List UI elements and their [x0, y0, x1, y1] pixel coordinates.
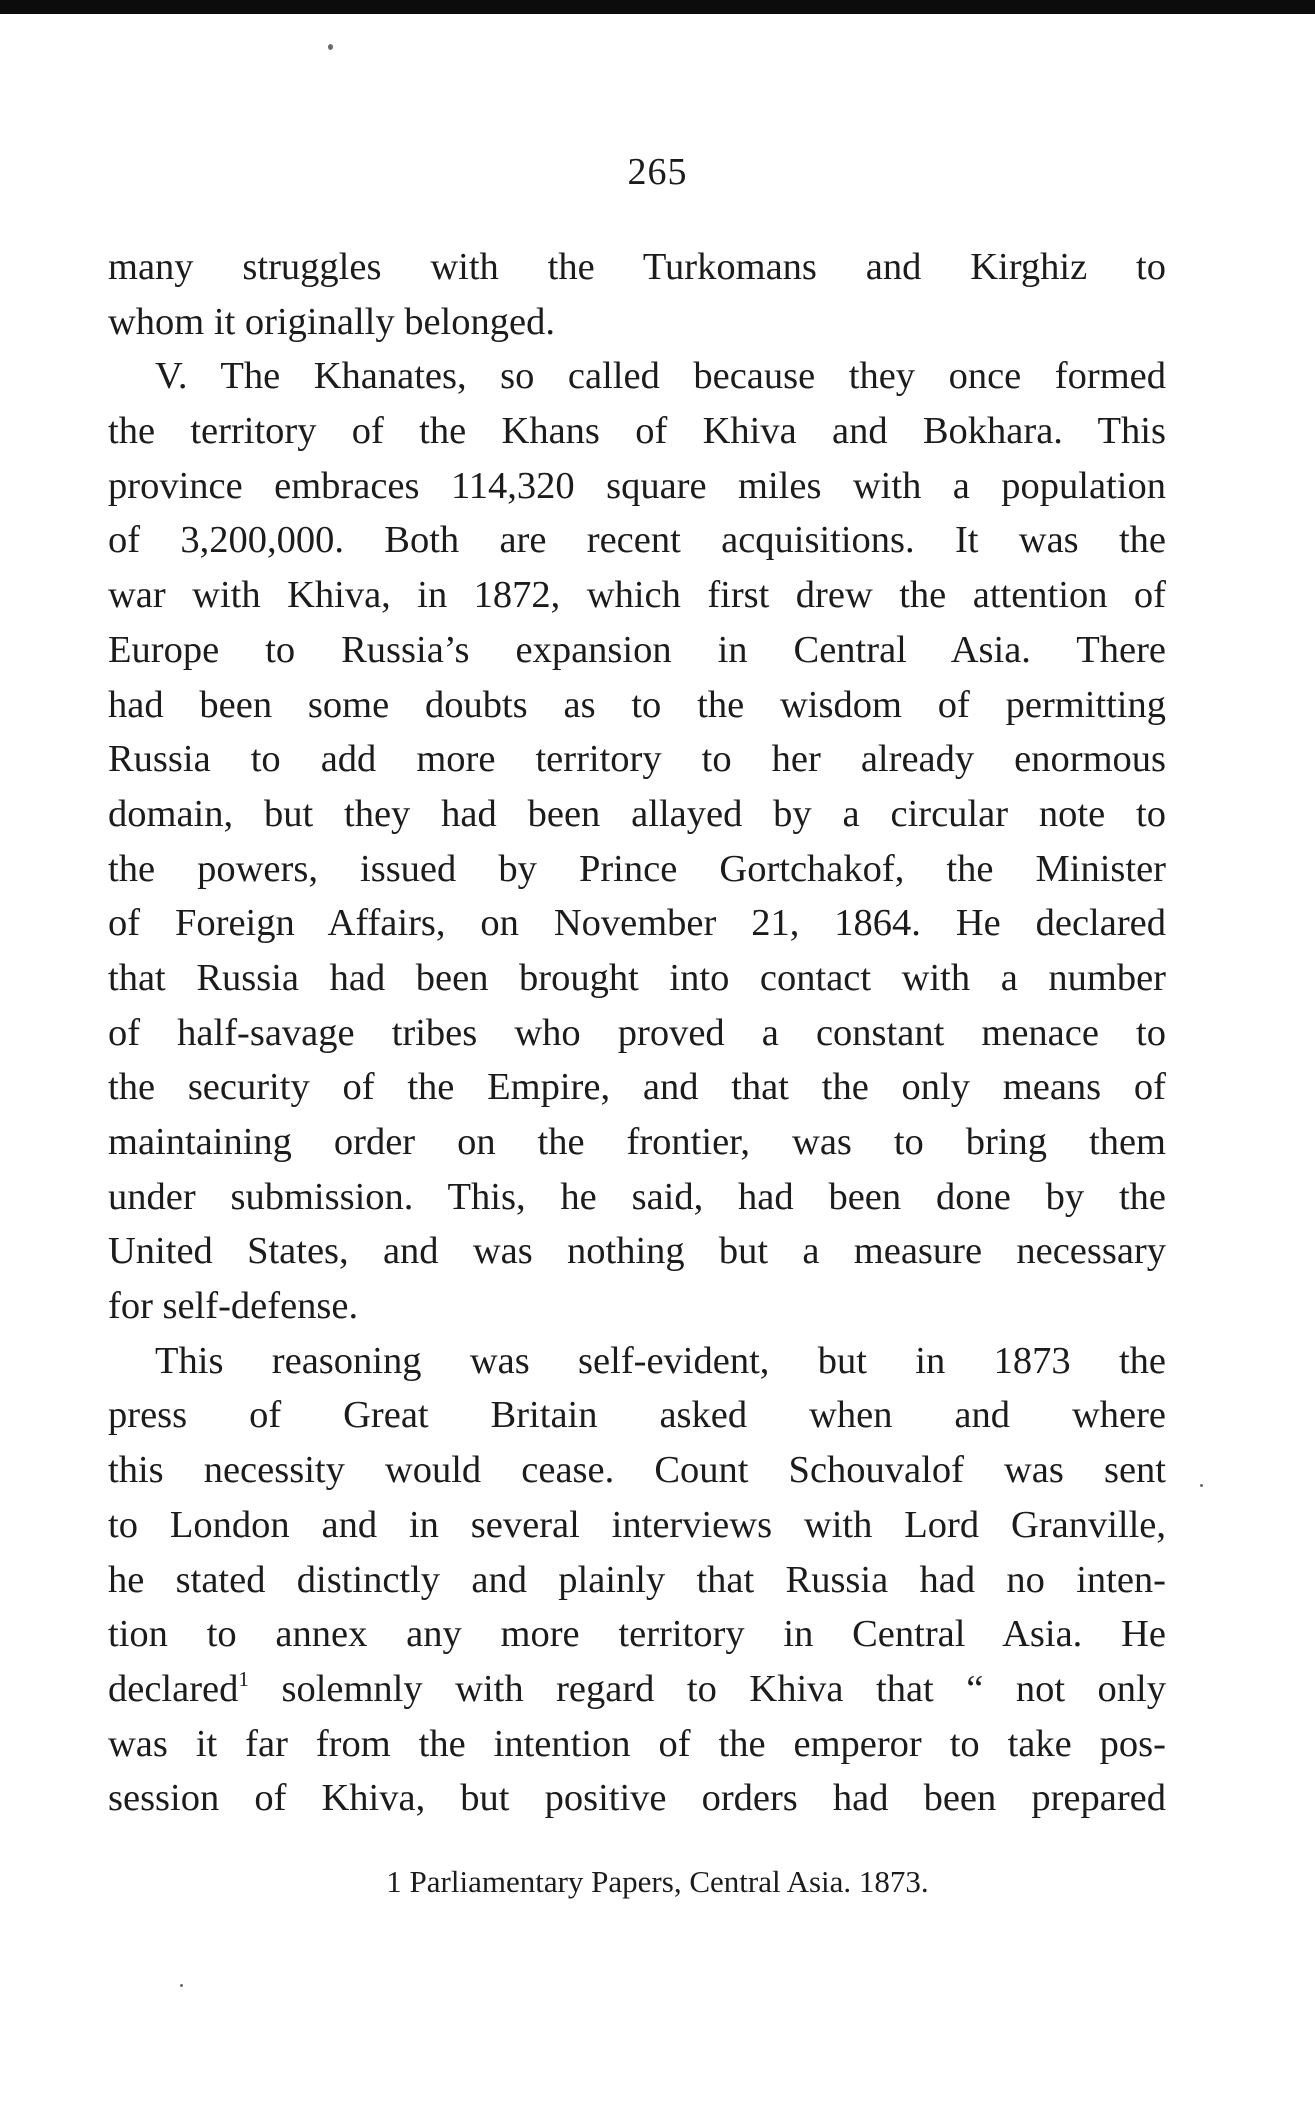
text-line: session of Khiva, but positive orders had been prepared: [108, 1777, 1166, 1820]
scan-speck: [180, 1984, 183, 1987]
text-line: that Russia had been brought into contact with a number: [108, 956, 1166, 999]
text-line: the security of the Empire, and that the only means of: [108, 1066, 1166, 1109]
text-line: to London and in several interviews with Lord Granville,: [108, 1503, 1166, 1546]
footnote: [0, 1864, 1315, 1900]
text-line: the territory of the Khans of Khiva and Bokhara. This: [108, 410, 1166, 453]
text-line: under submission. This, he said, had been done by the: [108, 1175, 1166, 1218]
page-number: 265: [627, 151, 688, 193]
text-line: Europe to Russia’s expansion in Central Asia. There: [108, 628, 1166, 671]
scan-speck: [1200, 1484, 1203, 1487]
scan-top-border: [0, 0, 1315, 14]
text-line-part: declared: [108, 1667, 239, 1710]
text-line: he stated distinctly and plainly that Russia had no inten-: [108, 1558, 1166, 1601]
text-line: press of Great Britain asked when and where: [108, 1394, 1166, 1437]
footnote-marker: 1: [386, 1864, 402, 1899]
text-line: This reasoning was self-evident, but in 1873 the: [155, 1339, 1166, 1382]
text-line: of half-savage tribes who proved a constant menace to: [108, 1011, 1166, 1054]
footnote-text: Parliamentary Papers, Central Asia. 1873.: [409, 1864, 929, 1899]
text-line: of 3,200,000. Both are recent acquisitions. It was the: [108, 519, 1166, 562]
text-line: province embraces 114,320 square miles with a population: [108, 464, 1166, 507]
footnote-reference: 1: [238, 1667, 249, 1692]
text-line: the powers, issued by Prince Gortchakof, the Minister: [108, 847, 1166, 890]
text-line: [108, 1662, 1166, 1717]
text-line: Russia to add more territory to her already enormous: [108, 738, 1166, 781]
text-line: for self-defense.: [108, 1285, 359, 1328]
text-line: of Foreign Affairs, on November 21, 1864. He declared: [108, 902, 1166, 945]
text-line: maintaining order on the frontier, was to bring them: [108, 1121, 1166, 1163]
text-line: war with Khiva, in 1872, which first drew the attention of: [108, 574, 1166, 617]
body-text: [108, 240, 1166, 1826]
text-line: domain, but they had been allayed by a circular note to: [108, 792, 1166, 835]
scan-speck: [328, 44, 333, 50]
text-line-part: solemnly with regard to Khiva that “ not only: [248, 1667, 1166, 1710]
text-line: had been some doubts as to the wisdom of permitting: [108, 683, 1166, 726]
text-line: this necessity would cease. Count Schouvalof was sent: [108, 1449, 1166, 1492]
text-line: tion to annex any more territory in Central Asia. He: [108, 1613, 1166, 1656]
text-line: V. The Khanates, so called because they once formed: [155, 355, 1166, 398]
text-line: whom it originally belonged.: [108, 300, 555, 343]
text-line: United States, and was nothing but a measure necessary: [108, 1230, 1166, 1273]
text-line: was it far from the intention of the emperor to take pos-: [108, 1722, 1166, 1765]
text-line: many struggles with the Turkomans and Kirghiz to: [108, 246, 1166, 288]
